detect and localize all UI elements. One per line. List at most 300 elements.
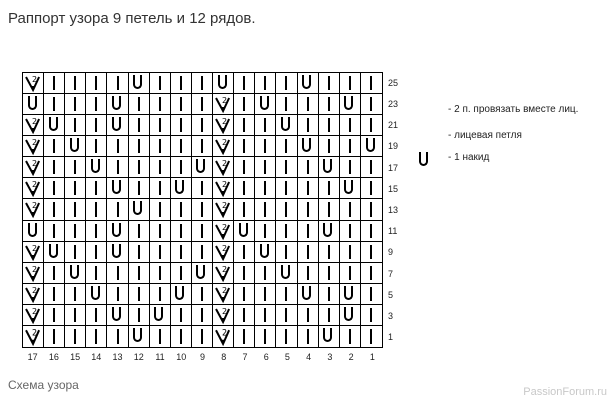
knit-stitch-icon [171,136,191,156]
knit-stitch-icon [276,199,296,219]
knit-stitch-icon [319,73,339,93]
chart-cell [361,199,382,220]
chart-cell [298,178,319,199]
yarn-over-icon [44,242,64,262]
column-number: 14 [91,352,102,362]
chart-cell [86,73,107,94]
knit-stitch-icon [319,263,339,283]
chart-cell [340,199,361,220]
knit-stitch-icon [107,136,127,156]
yarn-over-icon [65,263,85,283]
chart-cell [23,221,44,242]
knit-stitch-icon [340,136,360,156]
chart-cell [65,305,86,326]
chart-cell [255,115,276,136]
chart-cell [129,199,150,220]
chart-cell [213,305,234,326]
chart-cell [298,326,319,347]
chart-cell [234,136,255,157]
knit-stitch-icon [107,284,127,304]
knit-stitch-icon [65,305,85,325]
knit-two-together-icon [213,242,233,262]
knit-stitch-icon [86,242,106,262]
chart-cell [213,94,234,115]
knit-two-together-icon [23,199,43,219]
chart-cell [234,178,255,199]
knit-stitch-icon [171,115,191,135]
chart-cell [171,284,192,305]
chart-cell [44,115,65,136]
knit-stitch-icon [65,221,85,241]
chart-cell [86,326,107,347]
knit-stitch-icon [361,326,382,347]
yarn-over-icon [361,136,382,156]
chart-cell [192,136,213,157]
chart-cell [361,178,382,199]
chart-cell [340,221,361,242]
knit-two-together-icon [213,178,233,198]
column-number: 15 [70,352,81,362]
chart-cell [255,284,276,305]
chart-cell [192,157,213,178]
chart-cell [129,178,150,199]
knit-stitch-icon [276,94,296,114]
chart-cell [44,157,65,178]
legend-text: - 1 накид [448,152,490,163]
chart-cell [129,242,150,263]
svg-text:2: 2 [222,159,228,169]
knit-stitch-icon [129,242,149,262]
chart-cell [192,242,213,263]
chart-cell [150,199,171,220]
chart-cell [192,178,213,199]
knit-stitch-icon [234,73,254,93]
knit-stitch-icon [150,94,170,114]
yarn-over-icon [86,157,106,177]
svg-text:2: 2 [222,285,228,295]
knit-stitch-icon [298,178,318,198]
chart-cell [44,326,65,347]
chart-cell [276,284,297,305]
knit-stitch-icon [298,305,318,325]
knit-stitch-icon [65,157,85,177]
yarn-over-icon [276,115,296,135]
column-number: 10 [176,352,187,362]
chart-cell [298,199,319,220]
knit-stitch-icon [255,178,275,198]
chart-cell [44,242,65,263]
column-number: 17 [27,352,38,362]
knit-stitch-icon [340,242,360,262]
knit-stitch-icon [44,305,64,325]
knit-stitch-icon [65,94,85,114]
yarn-over-icon [234,221,254,241]
svg-text:2: 2 [32,264,38,274]
chart-cell [129,326,150,347]
knit-stitch-icon [44,178,64,198]
chart-cell [276,263,297,284]
yarn-over-icon [23,94,43,114]
legend-item [424,100,610,124]
yarn-over-icon [65,136,85,156]
chart-cell [319,305,340,326]
yarn-over-icon [340,178,360,198]
chart-cell [65,136,86,157]
knit-stitch-icon [129,305,149,325]
row-number: 15 [388,183,399,194]
chart-cell [192,326,213,347]
chart-cell [150,73,171,94]
chart-cell [44,221,65,242]
chart-cell [150,326,171,347]
chart-cell [107,284,128,305]
yarn-over-icon [298,136,318,156]
knit-stitch-icon [129,94,149,114]
chart-cell [361,115,382,136]
knit-stitch-icon [424,128,444,150]
knit-stitch-icon [86,305,106,325]
chart-cell [23,199,44,220]
knit-stitch-icon [86,221,106,241]
knit-stitch-icon [340,115,360,135]
chart-cell [44,284,65,305]
yarn-over-icon [44,115,64,135]
svg-text:2: 2 [32,201,38,211]
chart-cell [129,115,150,136]
knit-stitch-icon [86,73,106,93]
chart-cell [276,199,297,220]
chart-cell [129,263,150,284]
row-number: 25 [388,77,399,88]
knit-two-together-icon [213,263,233,283]
yarn-over-icon [107,178,127,198]
svg-text:2: 2 [32,306,38,316]
row-number: 9 [388,247,394,258]
yarn-over-icon [298,73,318,93]
chart-cell [23,305,44,326]
chart-cell [319,73,340,94]
knit-stitch-icon [44,326,64,347]
chart-cell [150,157,171,178]
knit-stitch-icon [65,284,85,304]
chart-cell [276,326,297,347]
knit-stitch-icon [171,326,191,347]
svg-text:2: 2 [32,243,38,253]
yarn-over-icon [192,263,212,283]
knit-stitch-icon [276,242,296,262]
chart-cell [298,263,319,284]
row-number: 11 [388,226,398,237]
knit-stitch-icon [361,305,382,325]
chart-cell [150,305,171,326]
knit-stitch-icon [298,242,318,262]
knitting-chart-grid [22,72,383,348]
knit-stitch-icon [361,263,382,283]
column-number: 11 [155,352,165,362]
knit-stitch-icon [234,115,254,135]
chart-cell [86,157,107,178]
chart-cell [234,284,255,305]
knit-two-together-icon [23,326,43,347]
chart-cell [276,221,297,242]
knit-stitch-icon [150,136,170,156]
knit-two-together-icon [213,305,233,325]
legend-text: - 2 п. провязать вместе лиц. [448,104,579,115]
chart-cell [361,94,382,115]
knit-stitch-icon [276,73,296,93]
knit-stitch-icon [319,136,339,156]
knit-stitch-icon [192,242,212,262]
yarn-over-icon [171,284,191,304]
knit-stitch-icon [361,115,382,135]
chart-cell [361,157,382,178]
chart-cell [298,136,319,157]
chart-cell [23,178,44,199]
chart-cell [23,115,44,136]
column-number: 12 [133,352,144,362]
svg-text:2: 2 [32,75,38,85]
knit-stitch-icon [171,305,191,325]
chart-cell [213,157,234,178]
chart-cell [150,263,171,284]
knit-stitch-icon [44,199,64,219]
chart-cell [298,157,319,178]
knit-stitch-icon [192,178,212,198]
chart-cell [171,263,192,284]
svg-text:2: 2 [222,96,228,106]
chart-cell [150,136,171,157]
chart-cell [361,305,382,326]
chart-cell [44,73,65,94]
knit-stitch-icon [192,305,212,325]
chart-cell [86,136,107,157]
chart-cell [65,199,86,220]
knit-stitch-icon [361,199,382,219]
row-number: 19 [388,141,399,152]
row-number-labels [388,72,408,348]
knit-stitch-icon [361,242,382,262]
legend-item [424,128,610,152]
chart-cell [171,305,192,326]
knit-stitch-icon [150,199,170,219]
chart-cell [65,178,86,199]
chart-cell [86,221,107,242]
knit-stitch-icon [298,326,318,347]
yarn-over-icon [255,242,275,262]
chart-cell [234,263,255,284]
knit-two-together-icon [213,157,233,177]
knit-two-together-icon [213,326,233,347]
knit-stitch-icon [150,157,170,177]
chart-cell [298,221,319,242]
chart-cell [107,263,128,284]
chart-cell [255,221,276,242]
knit-stitch-icon [234,263,254,283]
chart-cell [340,115,361,136]
knit-stitch-icon [234,242,254,262]
chart-cell [298,94,319,115]
knit-stitch-icon [340,199,360,219]
chart-cell [213,263,234,284]
chart-cell [234,199,255,220]
knit-stitch-icon [171,199,191,219]
knit-stitch-icon [319,242,339,262]
chart-cell [255,305,276,326]
chart-cell [65,157,86,178]
chart-cell [213,221,234,242]
knit-stitch-icon [129,136,149,156]
knit-stitch-icon [276,326,296,347]
chart-cell [319,242,340,263]
yarn-over-icon [150,305,170,325]
column-number-labels [22,352,383,366]
chart-cell [276,178,297,199]
knit-stitch-icon [150,73,170,93]
chart-cell [171,242,192,263]
chart-cell [171,157,192,178]
legend-text: - лицевая петля [448,130,522,141]
yarn-over-icon [129,326,149,347]
chart-cell [319,199,340,220]
knit-stitch-icon [276,305,296,325]
knit-stitch-icon [129,157,149,177]
chart-cell [234,305,255,326]
chart-cell [65,242,86,263]
chart-cell [107,73,128,94]
knit-stitch-icon [276,136,296,156]
chart-cell [171,199,192,220]
chart-cell [255,326,276,347]
knit-stitch-icon [129,221,149,241]
row-number: 3 [388,311,394,322]
chart-cell [107,94,128,115]
knit-stitch-icon [276,284,296,304]
knit-stitch-icon [234,178,254,198]
chart-cell [65,263,86,284]
chart-cell [298,242,319,263]
chart-cell [298,284,319,305]
chart-cell [234,115,255,136]
chart-cell [150,221,171,242]
chart-cell [171,326,192,347]
chart-cell [192,305,213,326]
chart-cell [107,157,128,178]
svg-text:2: 2 [222,264,228,274]
knit-stitch-icon [150,178,170,198]
chart-cell [234,242,255,263]
knit-stitch-icon [234,94,254,114]
chart-cell [319,136,340,157]
chart-cell [361,242,382,263]
chart-cell [255,178,276,199]
svg-text:2: 2 [32,327,38,338]
chart-cell [319,157,340,178]
knit-stitch-icon [319,115,339,135]
knit-stitch-icon [361,157,382,177]
knit-stitch-icon [150,326,170,347]
chart-cell [44,94,65,115]
knit-stitch-icon [171,263,191,283]
chart-cell [86,115,107,136]
chart-cell [234,94,255,115]
knit-stitch-icon [44,263,64,283]
knit-stitch-icon [298,157,318,177]
chart-cell [255,263,276,284]
knit-stitch-icon [192,136,212,156]
chart-cell [276,94,297,115]
chart-cell [255,73,276,94]
watermark: PassionForum.ru [523,386,607,398]
chart-cell [129,136,150,157]
column-number: 13 [112,352,123,362]
chart-cell [234,73,255,94]
knit-stitch-icon [44,73,64,93]
chart-cell [340,326,361,347]
knit-stitch-icon [276,221,296,241]
chart-cell [213,136,234,157]
chart-cell [234,157,255,178]
knit-stitch-icon [150,242,170,262]
chart-cell [171,73,192,94]
knit-two-together-icon [23,73,43,93]
yarn-over-icon [129,199,149,219]
column-number: 2 [348,352,354,362]
knit-stitch-icon [129,178,149,198]
yarn-over-icon [276,263,296,283]
svg-text:2: 2 [32,159,38,169]
knit-stitch-icon [234,136,254,156]
svg-text:2: 2 [222,138,228,148]
knit-stitch-icon [192,284,212,304]
knit-two-together-icon [23,305,43,325]
knit-stitch-icon [234,326,254,347]
chart-cell [107,326,128,347]
svg-text:2: 2 [222,243,228,253]
knit-stitch-icon [171,221,191,241]
knit-stitch-icon [255,157,275,177]
chart-cell [340,94,361,115]
chart-cell [319,115,340,136]
column-number: 3 [327,352,333,362]
chart-cell [340,178,361,199]
chart-cell [192,263,213,284]
chart-cell [340,284,361,305]
knit-stitch-icon [44,136,64,156]
knit-stitch-icon [129,284,149,304]
knit-stitch-icon [86,326,106,347]
knit-stitch-icon [361,221,382,241]
knit-stitch-icon [65,73,85,93]
chart-cell [213,178,234,199]
knit-stitch-icon [255,136,275,156]
chart-cell [276,115,297,136]
chart-cell [86,94,107,115]
knit-stitch-icon [255,199,275,219]
chart-cell [213,199,234,220]
knit-stitch-icon [361,94,382,114]
yarn-over-icon [255,94,275,114]
knit-stitch-icon [255,305,275,325]
chart-cell [171,178,192,199]
knit-stitch-icon [150,115,170,135]
chart-cell [192,284,213,305]
knit-stitch-icon [86,263,106,283]
chart-cell [213,73,234,94]
chart-cell [340,73,361,94]
yarn-over-icon [107,115,127,135]
knit-stitch-icon [361,73,382,93]
chart-cell [23,263,44,284]
